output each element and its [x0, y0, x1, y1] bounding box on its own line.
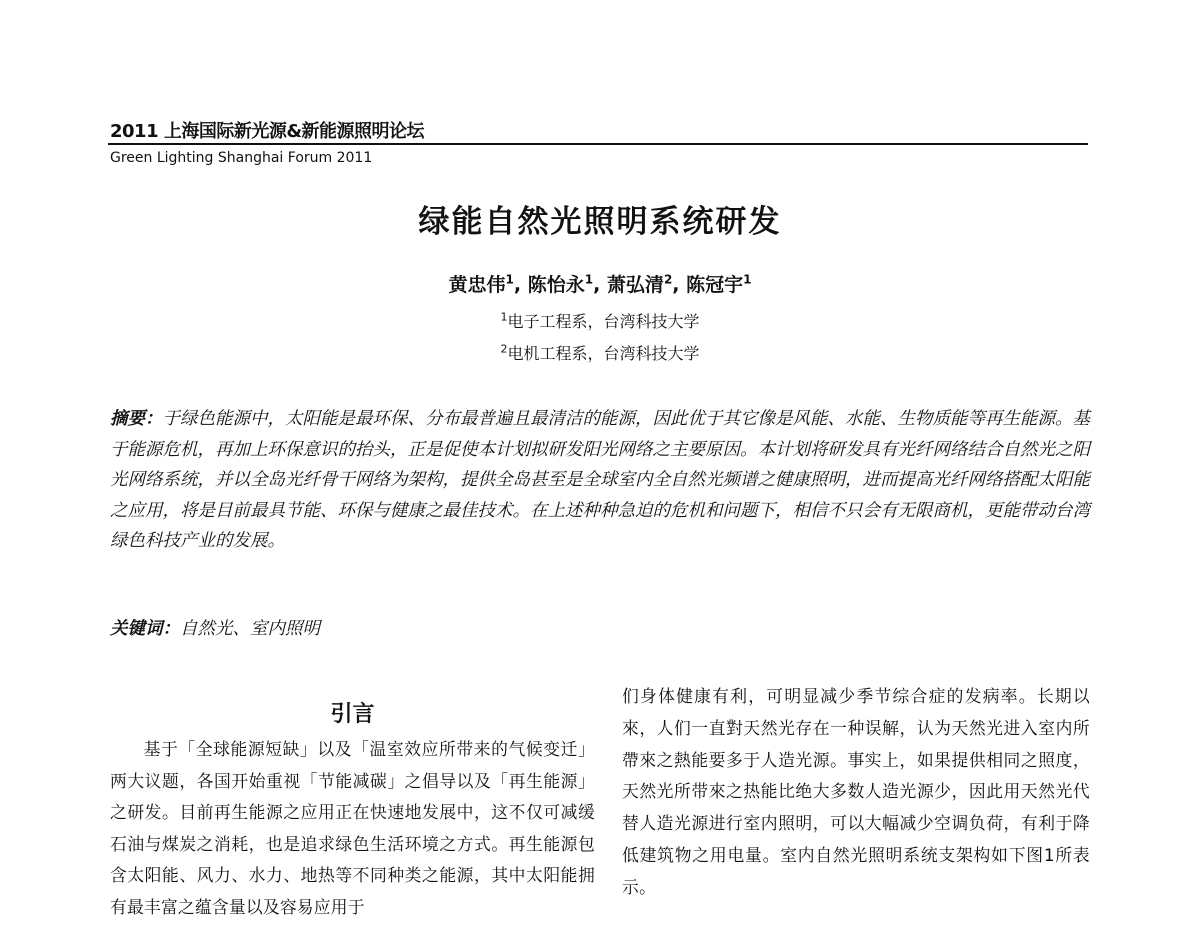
author-line	[0, 270, 1200, 297]
section-heading: 引言	[330, 702, 375, 727]
author-name: 陈怡永	[527, 274, 585, 296]
abstract-text: 于绿色能源中，太阳能是最环保、分布最普遍且最清洁的能源，因此优于其它像是风能、水能、生物质能等再生能源。基于能源危机，再加上环保意识的抬头，正是促使本计划拟研发阳光网络之主要原因。本计划将研发具有光纤网络结合自然光之阳光网络系统，并以全岛光纤骨干网络为架构，提供全岛甚至是全球室内全自然光频谱之健康照明，进而提高光纤网络搭配太阳能之应用，将是目前最具节能、环保与健康之最佳技术。在上述种种急迫的危机和问题下，相信不只会有无限商机，更能带动台湾绿色科技产业的发展。	[110, 409, 1090, 551]
abstract	[110, 404, 1090, 557]
header-rule	[108, 143, 1088, 145]
author-sep: ,	[593, 274, 601, 296]
running-header-en: Green Lighting Shanghai Forum 2011	[110, 150, 373, 166]
keywords-text: 自然光、室内照明	[180, 619, 320, 639]
author-affil-sup: 1	[584, 272, 594, 287]
author-name: 陈冠宇	[686, 274, 744, 296]
paper-title: 绿能自然光照明系统研发	[418, 204, 782, 240]
affiliation-2	[0, 341, 1200, 364]
keywords	[110, 614, 1090, 644]
affiliation-1	[0, 309, 1200, 332]
author-affil-sup: 1	[743, 272, 752, 287]
affiliation-sup: 1	[500, 310, 508, 324]
running-header-cn: 2011 上海国际新光源&新能源照明论坛	[110, 121, 425, 142]
affiliation-text: 电机工程系，台湾科技大学	[507, 344, 700, 363]
author-affil-sup: 1	[505, 272, 514, 287]
author-sep: ,	[513, 274, 528, 296]
author-affil-sup: 2	[663, 272, 673, 287]
abstract-label: 摘要：	[110, 409, 163, 429]
author-name: 黄忠伟	[448, 274, 506, 296]
affiliation-sup: 2	[500, 342, 508, 356]
keywords-label: 关键词：	[110, 619, 180, 639]
body-column-left: 基于「全球能源短缺」以及「温室效应所带来的气候变迁」两大议题，各国开始重视「节能减碳」之倡导以及「再生能源」之研发。目前再生能源之应用正在快速地发展中，这不仅可减缓石油与煤炭之消耗，也是追求绿色生活环境之方式。再生能源包含太阳能、风力、水力、地热等不同种类之能源，其中太阳能拥有最丰富之蕴含量以及容易应用于	[110, 739, 595, 917]
author-name: 萧弘清	[606, 274, 664, 296]
author-sep: ,	[672, 274, 687, 296]
body-column-right: 们身体健康有利，可明显减少季节综合症的发病率。长期以來，人们一直對天然光存在一种误解，认为天然光进入室内所帶來之熱能要多于人造光源。事实上，如果提供相同之照度，天然光所带來之热能比绝大多数人造光源少，因此用天然光代替人造光源进行室内照明，可以大幅减少空调负荷，有利于降低建筑物之用电量。室内自然光照明系统支架构如下图1所表示。	[622, 686, 1090, 897]
affiliation-text: 电子工程系，台湾科技大学	[507, 312, 700, 331]
